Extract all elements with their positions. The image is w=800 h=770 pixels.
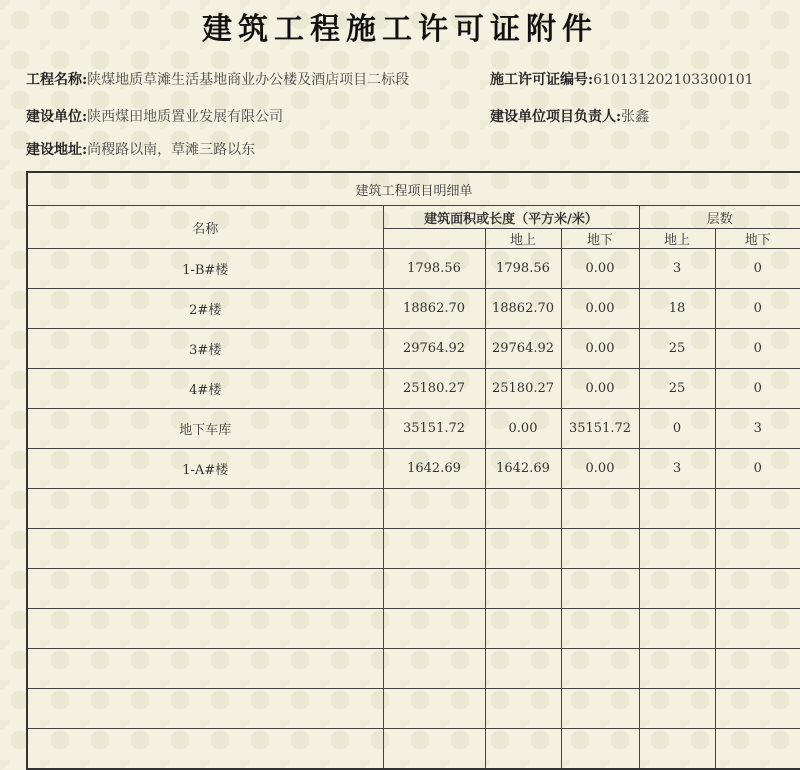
cell-name: 2#楼: [27, 289, 383, 329]
cell-above: 25180.27: [485, 369, 561, 409]
table-row: [27, 289, 800, 329]
empty-cell: [639, 729, 715, 770]
cell-floors-above: 3: [639, 249, 715, 289]
cell-total: 1642.69: [383, 449, 485, 489]
empty-row: [27, 649, 800, 689]
empty-cell: [715, 489, 800, 529]
empty-cell: [27, 649, 383, 689]
cell-floors-below: 0: [715, 449, 800, 489]
cell-above: 29764.92: [485, 329, 561, 369]
table-row: [27, 369, 800, 409]
empty-row: [27, 689, 800, 729]
table-row: [27, 449, 800, 489]
empty-cell: [383, 609, 485, 649]
builder-label: 建设单位:: [26, 109, 88, 125]
table-row: [27, 409, 800, 449]
cell-name: 地下车库: [27, 409, 383, 449]
empty-row: [27, 529, 800, 569]
cell-name: 1-A#楼: [27, 449, 383, 489]
empty-cell: [639, 689, 715, 729]
address-label: 建设地址:: [26, 142, 88, 158]
cell-above: 0.00: [485, 409, 561, 449]
table-row: [27, 329, 800, 369]
empty-cell: [561, 529, 639, 569]
empty-cell: [639, 489, 715, 529]
empty-cell: [561, 569, 639, 609]
empty-cell: [383, 689, 485, 729]
table-caption: 建筑工程项目明细单: [27, 172, 800, 206]
empty-cell: [561, 609, 639, 649]
builder-value: 陕西煤田地质置业发展有限公司: [87, 109, 284, 125]
header-floors-above: 地上: [639, 229, 715, 249]
project-detail-table: [26, 171, 800, 770]
project-name-line: [26, 69, 409, 89]
cell-total: 1798.56: [383, 249, 485, 289]
empty-cell: [485, 689, 561, 729]
cell-floors-below: 0: [715, 289, 800, 329]
empty-cell: [27, 569, 383, 609]
empty-cell: [485, 569, 561, 609]
empty-row: [27, 729, 800, 770]
cell-below: 0.00: [561, 329, 639, 369]
empty-cell: [715, 729, 800, 770]
cell-below: 0.00: [561, 449, 639, 489]
cell-floors-above: 3: [639, 449, 715, 489]
empty-cell: [715, 649, 800, 689]
header-area-below: 地下: [561, 229, 639, 249]
permit-number-line: [490, 69, 754, 89]
cell-floors-below: 0: [715, 369, 800, 409]
header-floors-below: 地下: [715, 229, 800, 249]
manager-line: [490, 106, 649, 126]
cell-floors-above: 25: [639, 329, 715, 369]
empty-cell: [383, 569, 485, 609]
empty-cell: [561, 489, 639, 529]
project-name-value: 陕煤地质草滩生活基地商业办公楼及酒店项目二标段: [87, 72, 410, 88]
header-name: 名称: [27, 206, 383, 249]
cell-total: 29764.92: [383, 329, 485, 369]
cell-below: 0.00: [561, 289, 639, 329]
empty-cell: [485, 529, 561, 569]
empty-cell: [485, 649, 561, 689]
cell-name: 3#楼: [27, 329, 383, 369]
cell-floors-above: 18: [639, 289, 715, 329]
cell-floors-above: 25: [639, 369, 715, 409]
cell-name: 1-B#楼: [27, 249, 383, 289]
manager-value: 张鑫: [621, 109, 650, 125]
header-floors: 层数: [639, 206, 800, 229]
empty-cell: [383, 729, 485, 770]
cell-floors-below: 3: [715, 409, 800, 449]
empty-cell: [27, 489, 383, 529]
header-area: 建筑面积或长度（平方米/米）: [383, 206, 639, 229]
cell-floors-above: 0: [639, 409, 715, 449]
empty-cell: [27, 689, 383, 729]
empty-cell: [383, 649, 485, 689]
permit-number-value: 610131202103300101: [593, 72, 754, 88]
empty-cell: [27, 609, 383, 649]
builder-line: [26, 106, 283, 126]
empty-row: [27, 489, 800, 529]
cell-above: 1642.69: [485, 449, 561, 489]
empty-row: [27, 609, 800, 649]
empty-cell: [561, 729, 639, 770]
empty-cell: [715, 529, 800, 569]
cell-total: 35151.72: [383, 409, 485, 449]
document-title: 建筑工程施工许可证附件: [202, 12, 598, 47]
empty-cell: [485, 609, 561, 649]
header-area-above: 地上: [485, 229, 561, 249]
empty-cell: [561, 649, 639, 689]
cell-below: 0.00: [561, 369, 639, 409]
cell-floors-below: 0: [715, 249, 800, 289]
empty-cell: [639, 649, 715, 689]
empty-row: [27, 569, 800, 609]
empty-cell: [27, 729, 383, 770]
cell-above: 1798.56: [485, 249, 561, 289]
empty-cell: [561, 689, 639, 729]
cell-below: 35151.72: [561, 409, 639, 449]
empty-cell: [715, 689, 800, 729]
empty-cell: [27, 529, 383, 569]
empty-cell: [715, 569, 800, 609]
project-name-label: 工程名称:: [26, 72, 88, 88]
table-row: [27, 249, 800, 289]
empty-cell: [639, 609, 715, 649]
address-line: [26, 139, 255, 159]
address-value: 尚稷路以南，草滩三路以东: [87, 142, 256, 158]
permit-number-label: 施工许可证编号:: [490, 72, 594, 88]
header-area-total-blank: [383, 229, 485, 249]
cell-floors-below: 0: [715, 329, 800, 369]
cell-total: 18862.70: [383, 289, 485, 329]
empty-cell: [639, 529, 715, 569]
cell-below: 0.00: [561, 249, 639, 289]
cell-name: 4#楼: [27, 369, 383, 409]
empty-cell: [715, 609, 800, 649]
empty-cell: [485, 729, 561, 770]
empty-cell: [383, 489, 485, 529]
cell-total: 25180.27: [383, 369, 485, 409]
empty-cell: [485, 489, 561, 529]
cell-above: 18862.70: [485, 289, 561, 329]
empty-cell: [639, 569, 715, 609]
empty-cell: [383, 529, 485, 569]
manager-label: 建设单位项目负责人:: [490, 109, 622, 125]
